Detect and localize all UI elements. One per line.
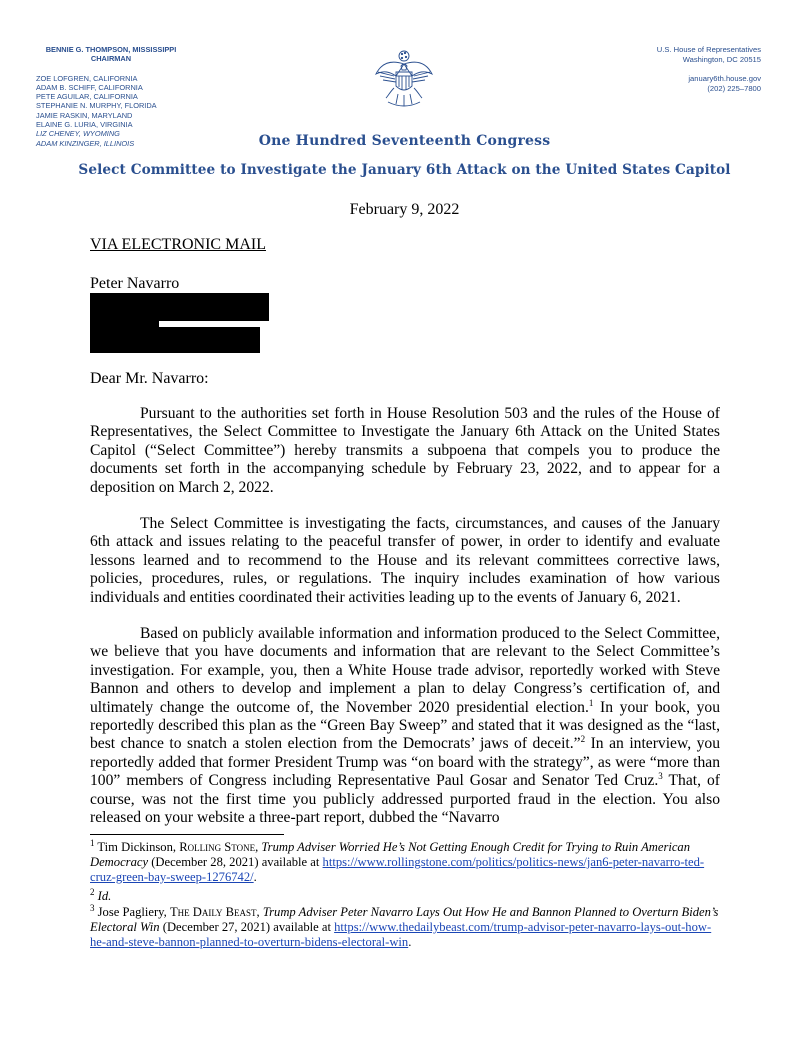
house-seal-eagle-icon [374, 48, 434, 110]
committee-heading: Select Committee to Investigate the January 6th Attack on the United States Capitol [78, 162, 731, 178]
member: PETE AGUILAR, CALIFORNIA [36, 92, 138, 102]
footnote-ref[interactable]: 1 [588, 697, 594, 708]
phone: (202) 225–7800 [707, 83, 761, 93]
delivery-method: VIA ELECTRONIC MAIL [90, 236, 266, 253]
member: ELAINE G. LURIA, VIRGINIA [36, 120, 133, 130]
footnote-1: $^1$ Tim Dickinson, Rolling Stone, Trump Adviser Worried He’s Not Getting Enough Credit for Trying to Ruin American Democracy (December 28, 2021) available at https://www.rollingstone.com/politics/politics-news/jan6-peter-navarro-ted-cruz-green-bay-sweep-1276742/. [90, 837, 705, 884]
chairman-name: BENNIE G. THOMPSON, MISSISSIPPI [45, 45, 177, 54]
chairman-title: CHAIRMAN [90, 54, 132, 64]
salutation: Dear Mr. Navarro: [90, 370, 209, 387]
footnote-link[interactable]: https://www.rollingstone.com/politics/politics-news/jan6-peter-navarro-ted-cruz-green-bay-sweep-1276742/ [90, 855, 705, 884]
member: JAMIE RASKIN, MARYLAND [36, 110, 133, 120]
redaction-block [90, 293, 269, 321]
footnote-2: $^2$ Id. [90, 886, 112, 903]
address-line: Washington, DC 20515 [682, 54, 761, 64]
footnote-3: $^3$ Jose Pagliery, The Daily Beast, Trump Adviser Peter Navarro Lays Out How He and Bannon Planned to Overturn Biden’s Electoral Win (December 27, 2021) available at https://www.thedailybeast.com/trump-advisor-peter-navarro-lays-out-how-he-and-steve-bannon-planned-to-overturn-bidens-electoral-win. [90, 902, 719, 949]
paragraph-2: The Select Committee is investigating the facts, circumstances, and causes of the January 6th attack and issues relating to the peaceful transfer of power, in order to identify and evaluate lessons learned and to recommend to the House and its relevant committees corrective laws, policies, procedures, rules, or regulations. The inquiry includes examination of how various individuals and entities coordinated their activities leading up to the events of January 6, 2021. [90, 515, 720, 606]
member: ADAM KINZINGER, ILLINOIS [36, 138, 135, 148]
redaction-block [90, 327, 260, 353]
paragraph-1: Pursuant to the authorities set forth in House Resolution 503 and the rules of the House of Representatives, the Select Committee to Investigate the January 6th Attack on the United States Capitol (“Select Committee”) hereby transmits a subpoena that compels you to produce the documents set forth in the accompanying schedule by February 23, 2022, and to appear for a deposition on March 2, 2022. [90, 405, 720, 496]
member: LIZ CHENEY, WYOMING [36, 129, 120, 139]
footnote-ref[interactable]: 3 [658, 771, 663, 782]
website: january6th.house.gov [688, 74, 761, 84]
footnote-link[interactable]: https://www.thedailybeast.com/trump-advisor-peter-navarro-lays-out-how-he-and-steve-bannon-planned-to-overturn-bidens-electoral-win [90, 920, 712, 949]
paragraph-3: Based on publicly available information and information produced to the Select Committee, we believe that you have documents and information that are relevant to the Select Committee’s investigation. For example, you, then a White House trade advisor, reportedly worked with Steve Bannon and others to develop and implement a plan to delay Congress’s certification of, and ultimately change the outcome of, the November 2020 presidential election.$^1$ In your book, you reportedly described this plan as the “Green Bay Sweep” and stated that it was designed as the “last, best chance to snatch a stolen election from the Democrats’ jaws of deceit.”$^2$ In an interview, you reportedly added that former President Trump was “on board with the strategy”, as were “more than 100” members of Congress including Representative Paul Gosar and Senator Ted Cruz.$^3$ That, of course, was not the first time you publicly addressed purported fraud in the election. You also released on your website a three-part report, dubbed the “Navarro [90, 625, 721, 827]
letter-date: February 9, 2022 [349, 201, 460, 218]
congress-heading: One Hundred Seventeenth Congress [258, 133, 551, 149]
footnote-divider [90, 834, 284, 835]
address-block [561, 45, 761, 93]
recipient-name: Peter Navarro [90, 275, 180, 292]
footnote-ref[interactable]: 2 [580, 734, 586, 745]
address-line: U.S. House of Representatives [656, 45, 761, 54]
member: ADAM B. SCHIFF, CALIFORNIA [36, 82, 143, 92]
member: ZOE LOFGREN, CALIFORNIA [36, 73, 138, 83]
chairman-block [36, 45, 186, 64]
member: STEPHANIE N. MURPHY, FLORIDA [36, 101, 157, 111]
